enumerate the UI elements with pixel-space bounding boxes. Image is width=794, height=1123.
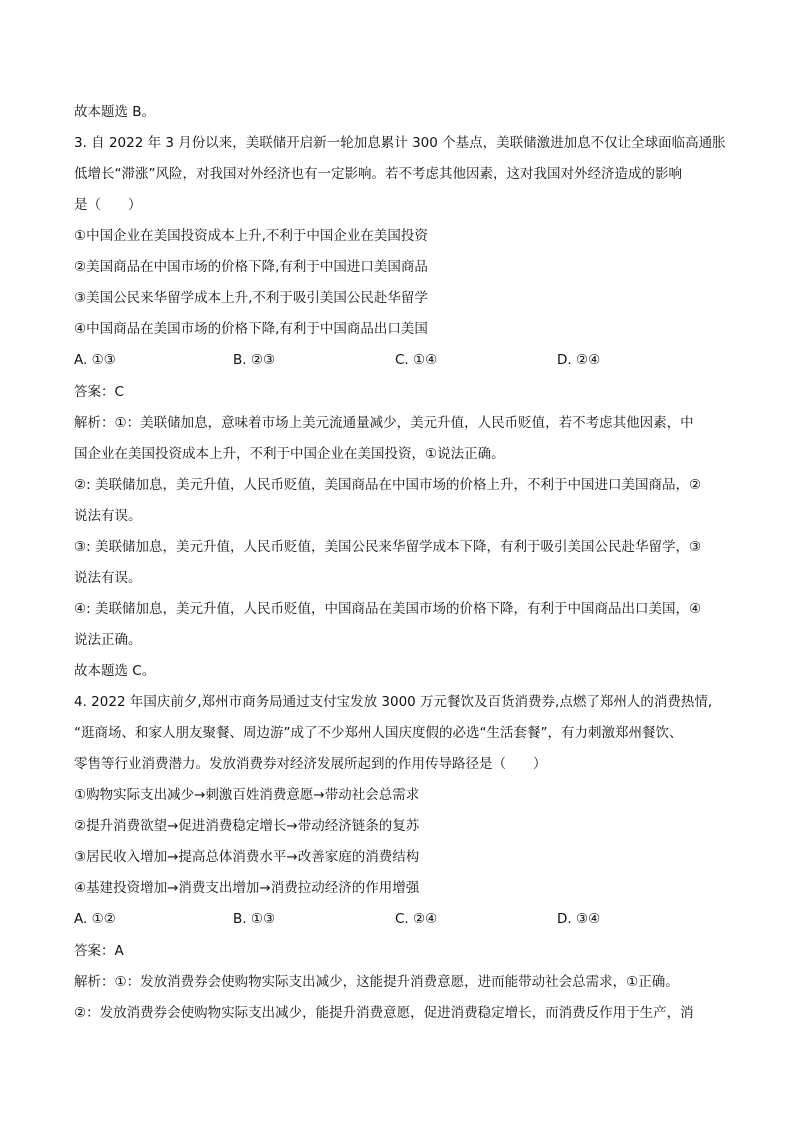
q4-analysis-line-1: 解析：①：发放消费券会使购物实际支出减少，这能提升消费意愿，进而能带动社会总需求，①正确。	[74, 974, 679, 990]
q4-item-1: ①购物实际支出减少→刺激百姓消费意愿→带动社会总需求	[74, 787, 420, 803]
q3-item-3: ③美国公民来华留学成本上升,不利于吸引美国公民赴华留学	[74, 290, 428, 306]
q3-stem-line-1: 3. 自 2022 年 3 月份以来，美联储开启新一轮加息累计 300 个基点，美联储激进加息不仅让全球面临高通胀	[74, 135, 726, 151]
q4-option-b: B. ①③	[233, 911, 276, 927]
q3-option-a: A. ①③	[74, 352, 116, 368]
q3-conclusion: 故本题选 C。	[74, 663, 156, 679]
q3-stem-line-3: 是（ ）	[74, 197, 142, 213]
q4-item-2: ②提升消费欲望→促进消费稳定增长→带动经济链条的复苏	[74, 818, 420, 834]
q4-option-d: D. ③④	[557, 911, 601, 927]
q4-item-4: ④基建投资增加→消费支出增加→消费拉动经济的作用增强	[74, 880, 420, 896]
q3-item-2: ②美国商品在中国市场的价格下降,有利于中国进口美国商品	[74, 259, 428, 275]
q3-analysis-line-2: 国企业在美国投资成本上升，不利于中国企业在美国投资，①说法正确。	[74, 446, 505, 462]
q3-analysis-line-7: ④: 美联储加息，美元升值，人民币贬值，中国商品在美国市场的价格下降，有利于中国商品出口美国，④	[74, 601, 702, 617]
q4-stem-line-3: 零售等行业消费潜力。发放消费券对经济发展所起到的作用传导路径是（ ）	[74, 756, 547, 772]
q2-conclusion: 故本题选 B。	[74, 104, 156, 120]
q3-option-c: C. ①④	[395, 352, 438, 368]
q4-item-3: ③居民收入增加→提高总体消费水平→改善家庭的消费结构	[74, 849, 420, 865]
q4-stem-line-1: 4. 2022 年国庆前夕,郑州市商务局通过支付宝发放 3000 万元餐饮及百货消费券,点燃了郑州人的消费热情,	[74, 694, 713, 710]
q3-analysis-line-3: ②: 美联储加息，美元升值，人民币贬值，美国商品在中国市场的价格上升，不利于中国进口美国商品，②	[74, 477, 702, 493]
q3-analysis-line-5: ③: 美联储加息，美元升值，人民币贬值，美国公民来华留学成本下降，有利于吸引美国公民赴华留学，③	[74, 539, 702, 555]
q4-answer: 答案：A	[74, 943, 124, 959]
q3-item-1: ①中国企业在美国投资成本上升,不利于中国企业在美国投资	[74, 228, 428, 244]
q4-option-a: A. ①②	[74, 911, 116, 927]
q3-option-b: B. ②③	[233, 352, 276, 368]
q3-option-d: D. ②④	[557, 352, 601, 368]
q3-analysis-line-1: 解析：①：美联储加息，意味着市场上美元流通量减少，美元升值，人民币贬值，若不考虑其他因素，中	[74, 415, 694, 431]
q4-stem-line-2: “逛商场、和家人朋友聚餐、周边游”成了不少郑州人国庆度假的必选“生活套餐”，有力刺激郑州餐饮、	[74, 725, 683, 741]
q3-analysis-line-8: 说法正确。	[74, 632, 142, 648]
q4-option-c: C. ②④	[395, 911, 438, 927]
q3-stem-line-2: 低增长“滞涨”风险，对我国对外经济也有一定影响。若不考虑其他因素，这对我国对外经济造成的影响	[74, 166, 682, 182]
q3-analysis-line-4: 说法有误。	[74, 508, 142, 524]
q3-item-4: ④中国商品在美国市场的价格下降,有利于中国商品出口美国	[74, 321, 428, 337]
q3-analysis-line-6: 说法有误。	[74, 570, 142, 586]
q3-answer: 答案：C	[74, 384, 124, 400]
q4-analysis-line-2: ②：发放消费券会使购物实际支出减少，能提升消费意愿，促进消费稳定增长，而消费反作用于生产，消	[74, 1005, 694, 1021]
